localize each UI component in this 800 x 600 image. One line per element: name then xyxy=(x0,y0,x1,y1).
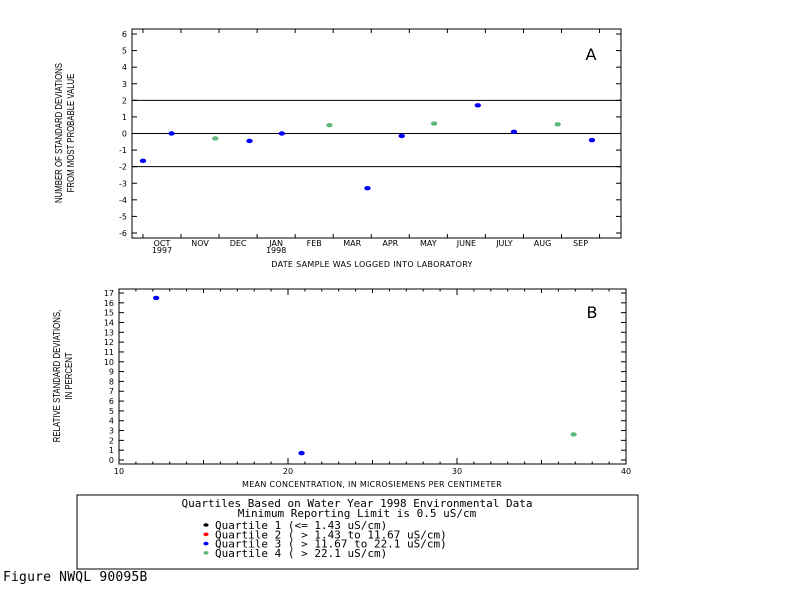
chart-b-ytick-label: 9 xyxy=(108,367,114,377)
figure-caption: Figure NWQL 90095B xyxy=(3,570,148,585)
chart-b-point xyxy=(153,296,159,300)
chart-a-ytick-label: 0 xyxy=(121,129,127,139)
chart-a-point xyxy=(475,103,481,107)
chart-b-ytick-label: 16 xyxy=(103,298,114,308)
chart-a-point xyxy=(511,130,517,134)
chart-a-ytick-label: 3 xyxy=(121,79,127,89)
chart-a-month-label: FEB xyxy=(306,239,322,248)
chart-a-point xyxy=(140,159,146,163)
legend-marker xyxy=(203,533,208,537)
chart-b-ytick-label: 14 xyxy=(103,318,114,328)
chart-b-ylabel-line2: IN PERCENT xyxy=(63,352,75,400)
legend-item-label: Quartile 1 (<= 1.43 uS/cm) xyxy=(215,519,388,532)
chart-b-xtick-label: 30 xyxy=(451,467,463,476)
chart-a-point xyxy=(364,186,370,190)
chart-a-ytick-label: -3 xyxy=(119,179,127,189)
chart-a-ytick-label: -5 xyxy=(119,212,127,222)
chart-a-ytick-label: 2 xyxy=(121,96,127,106)
chart-a-ytick-label: 1 xyxy=(121,112,127,122)
legend xyxy=(77,495,638,569)
chart-a xyxy=(53,29,621,269)
chart-b-y-axis-label xyxy=(51,310,74,442)
chart-a-month-label: APR xyxy=(382,239,399,248)
chart-a-point xyxy=(431,121,437,125)
chart-a-ytick-label: 6 xyxy=(121,30,127,39)
legend-item-label: Quartile 3 ( > 11.67 to 22.1 uS/cm) xyxy=(215,537,447,551)
chart-a-month-label: AUG xyxy=(533,239,552,248)
chart-a-ytick-label: -6 xyxy=(119,229,127,238)
legend-item-label: Quartile 2 ( > 1.43 to 11.67 uS/cm) xyxy=(215,528,447,542)
chart-a-month-label: MAY xyxy=(420,239,437,248)
chart-b xyxy=(51,289,631,489)
legend-marker xyxy=(203,551,208,555)
chart-b-ytick-label: 1 xyxy=(108,446,114,456)
chart-a-x-axis-label: DATE SAMPLE WAS LOGGED INTO LABORATORY xyxy=(271,260,473,269)
chart-b-ytick-label: 3 xyxy=(108,426,114,436)
chart-a-month-label: NOV xyxy=(191,239,209,248)
chart-a-point xyxy=(326,123,332,127)
chart-b-ytick-label: 7 xyxy=(108,387,114,397)
legend-marker xyxy=(203,523,208,527)
chart-a-point xyxy=(589,138,595,142)
chart-b-ytick-label: 4 xyxy=(108,416,114,426)
chart-b-ytick-label: 13 xyxy=(103,328,114,338)
chart-b-ytick-label: 0 xyxy=(108,456,114,465)
chart-b-x-axis-label: MEAN CONCENTRATION, IN MICROSIEMENS PER CENTIMETER xyxy=(242,480,502,489)
chart-a-year-label: 1998 xyxy=(265,246,287,255)
chart-b-ytick-label: 6 xyxy=(108,397,114,407)
chart-a-month-label: OCT xyxy=(153,239,171,248)
legend-marker xyxy=(203,542,208,546)
chart-b-panel-label: B xyxy=(586,303,598,322)
chart-a-month-label: JUNE xyxy=(456,239,477,248)
chart-a-ytick-label: -4 xyxy=(119,195,127,205)
chart-b-ytick-label: 5 xyxy=(108,406,114,416)
chart-b-ytick-label: 17 xyxy=(103,289,114,298)
chart-a-month-label: DEC xyxy=(229,239,247,248)
legend-title-line2: Minimum Reporting Limit is 0.5 uS/cm xyxy=(237,507,477,520)
chart-a-month-label: JULY xyxy=(496,239,513,248)
chart-a-month-label: MAR xyxy=(343,239,362,248)
chart-b-xtick-label: 10 xyxy=(113,467,125,476)
chart-b-xtick-label: 40 xyxy=(620,467,632,476)
chart-b-xtick-label: 20 xyxy=(282,467,294,476)
chart-a-ylabel-line2: FROM MOST PROBABLE VALUE xyxy=(65,73,77,193)
chart-a-ytick-label: 4 xyxy=(121,63,127,73)
chart-a-point xyxy=(555,122,561,126)
chart-a-point xyxy=(212,136,218,140)
chart-b-ylabel-line1: RELATIVE STANDARD DEVIATIONS, xyxy=(51,309,63,443)
chart-a-month-label: JAN xyxy=(269,239,283,248)
chart-a-year-label: 1997 xyxy=(151,246,173,255)
chart-b-point xyxy=(570,432,576,436)
chart-b-ytick-label: 15 xyxy=(103,308,114,318)
chart-a-point xyxy=(279,131,285,135)
chart-a-y-axis-label xyxy=(53,63,76,203)
legend-item-label: Quartile 4 ( > 22.1 uS/cm) xyxy=(215,546,388,560)
chart-b-ytick-label: 12 xyxy=(103,338,114,348)
chart-b-ytick-label: 2 xyxy=(108,436,114,446)
chart-b-frame xyxy=(119,289,626,464)
chart-a-ytick-label: -2 xyxy=(119,162,127,172)
chart-b-ytick-label: 11 xyxy=(103,347,114,357)
legend-title-line1: Quartiles Based on Water Year 1998 Environmental Data xyxy=(181,497,533,510)
chart-a-month-label: SEP xyxy=(573,239,589,248)
chart-a-point xyxy=(168,131,174,135)
chart-b-ytick-label: 8 xyxy=(108,377,114,387)
chart-a-point xyxy=(246,139,252,143)
chart-a-ylabel-line1: NUMBER OF STANDARD DEVIATIONS xyxy=(53,63,65,203)
chart-b-ytick-label: 10 xyxy=(103,357,114,367)
chart-a-ytick-label: -1 xyxy=(119,146,127,156)
chart-a-panel-label: A xyxy=(585,45,597,64)
chart-b-point xyxy=(298,451,304,455)
chart-a-ytick-label: 5 xyxy=(121,46,127,56)
chart-a-point xyxy=(399,134,405,138)
